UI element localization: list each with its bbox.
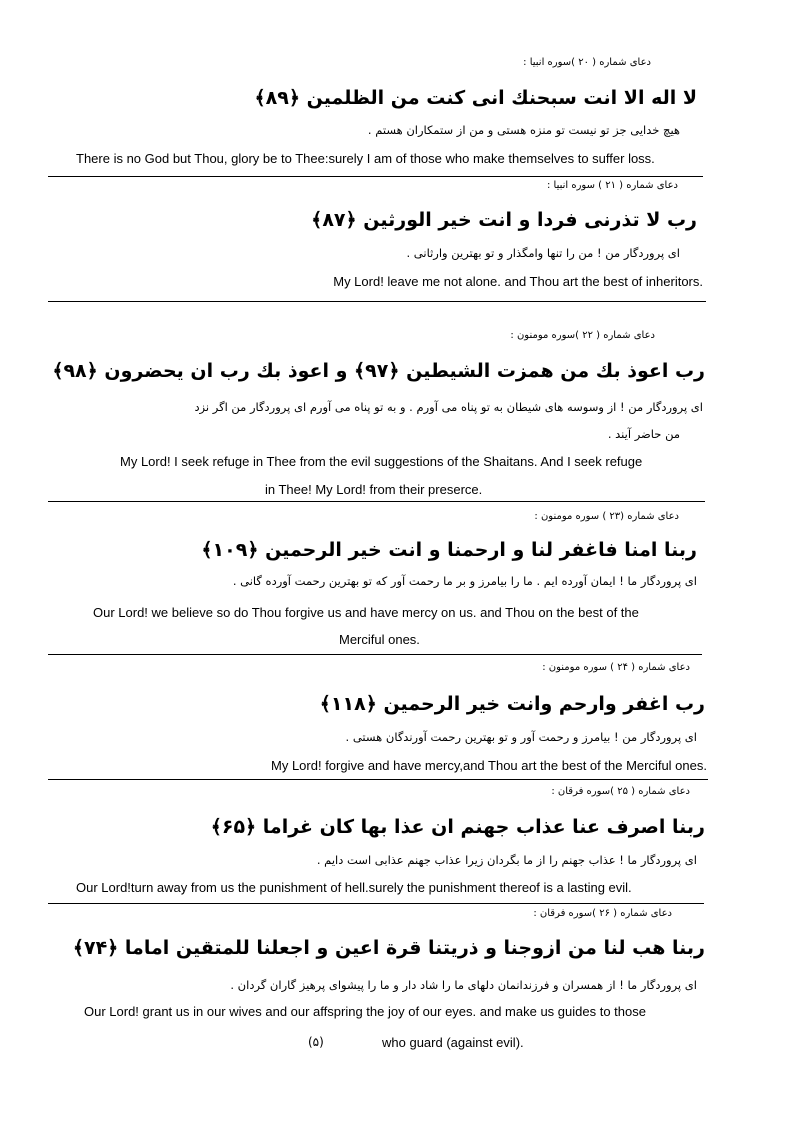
- persian-translation: من حاضر آیند .: [607, 427, 680, 441]
- persian-translation: ای پروردگار ما ! ایمان آورده ایم . ما را بیامرز و بر ما رحمت آور که تو بهترین رحمت آورده گانی .: [232, 574, 697, 588]
- arabic-verse: رب اعوذ بك من همزت الشیطین ﴿۹۷﴾ و اعوذ بك رب ان یحضرون ﴿۹۸﴾: [52, 360, 705, 382]
- prayer-header: دعای شماره ( ۲۵ )سوره فرقان :: [551, 786, 690, 797]
- divider: [48, 301, 706, 302]
- english-translation: Our Lord! grant us in our wives and our affspring the joy of our eyes. and make us guides to those: [84, 1004, 646, 1019]
- persian-translation: ای پروردگار ما ! عذاب جهنم را از ما بگردان زیرا عذاب جهنم عذابی است دایم .: [316, 853, 697, 867]
- arabic-verse: رب اغفر وارحم وانت خیر الرحمین ﴿۱۱۸﴾: [319, 693, 705, 715]
- divider: [48, 903, 704, 904]
- divider: [48, 176, 703, 177]
- arabic-verse: ربنا اصرف عنا عذاب جهنم ان عذا بها كان غراما ﴿۶۵﴾: [210, 816, 705, 838]
- persian-translation: هیچ خدایی جز تو نیست تو منزه هستی و من از ستمکاران هستم .: [367, 123, 680, 137]
- prayer-header: دعای شماره (۲۳ ) سوره مومنون :: [534, 511, 679, 522]
- prayer-header: دعای شماره ( ۲۴ ) سوره مومنون :: [542, 662, 690, 673]
- english-translation: in Thee! My Lord! from their preserce.: [265, 482, 483, 497]
- persian-translation: ای پروردگار ما ! از همسران و فرزندانمان دلهای ما را شاد دار و ما را پیشوای پرهیز گاران گردان .: [230, 978, 697, 992]
- english-translation: There is no God but Thou, glory be to Thee:surely I am of those who make themselves to suffer loss.: [76, 151, 655, 166]
- prayer-header: دعای شماره ( ۲۰ )سوره انبیا :: [523, 57, 651, 68]
- english-translation: Our Lord!turn away from us the punishment of hell.surely the punishment thereof is a lasting evil.: [76, 880, 632, 895]
- arabic-verse: لا اله الا انت سبحنك انی كنت من الظلمین ﴿۸۹﴾: [254, 87, 697, 109]
- prayer-header: دعای شماره ( ۲۶ )سوره فرقان :: [533, 908, 672, 919]
- english-translation: Merciful ones.: [339, 632, 420, 647]
- english-translation: My Lord! forgive and have mercy,and Thou art the best of the Merciful ones.: [271, 758, 707, 773]
- page-number: (۵): [308, 1035, 324, 1049]
- arabic-verse: ربنا امنا فاغفر لنا و ارحمنا و انت خیر الرحمین ﴿۱۰۹﴾: [201, 539, 697, 561]
- divider: [48, 501, 705, 502]
- english-translation: who guard (against evil).: [382, 1035, 524, 1050]
- persian-translation: ای پروردگار من ! من را تنها وامگذار و تو بهترین وارثانی .: [406, 246, 680, 260]
- persian-translation: ای پروردگار من ! از وسوسه های شیطان به تو پناه می آورم . و به تو پناه می آورم ای پروردگار من اگر نزد: [194, 400, 703, 414]
- persian-translation: ای پروردگار من ! بیامرز و رحمت آور و تو بهترین رحمت آورندگان هستی .: [345, 730, 697, 744]
- english-translation: My Lord! I seek refuge in Thee from the evil suggestions of the Shaitans. And I seek refuge: [120, 454, 643, 469]
- arabic-verse: ربنا هب لنا من ازوجنا و ذریتنا قرة اعین و اجعلنا للمتقین اماما ﴿۷۴﴾: [72, 937, 705, 959]
- prayer-header: دعای شماره ( ۲۱ ) سوره انبیا :: [546, 180, 678, 191]
- arabic-verse: رب لا تذرنی فردا و انت خیر الورثین ﴿۸۷﴾: [311, 209, 697, 231]
- english-translation: Our Lord! we believe so do Thou forgive us and have mercy on us. and Thou on the best of the: [93, 605, 639, 620]
- divider: [48, 654, 702, 655]
- prayer-header: دعای شماره ( ۲۲ )سوره مومنون :: [510, 330, 655, 341]
- english-translation: My Lord! leave me not alone. and Thou art the best of inheritors.: [333, 274, 703, 289]
- divider: [48, 779, 708, 780]
